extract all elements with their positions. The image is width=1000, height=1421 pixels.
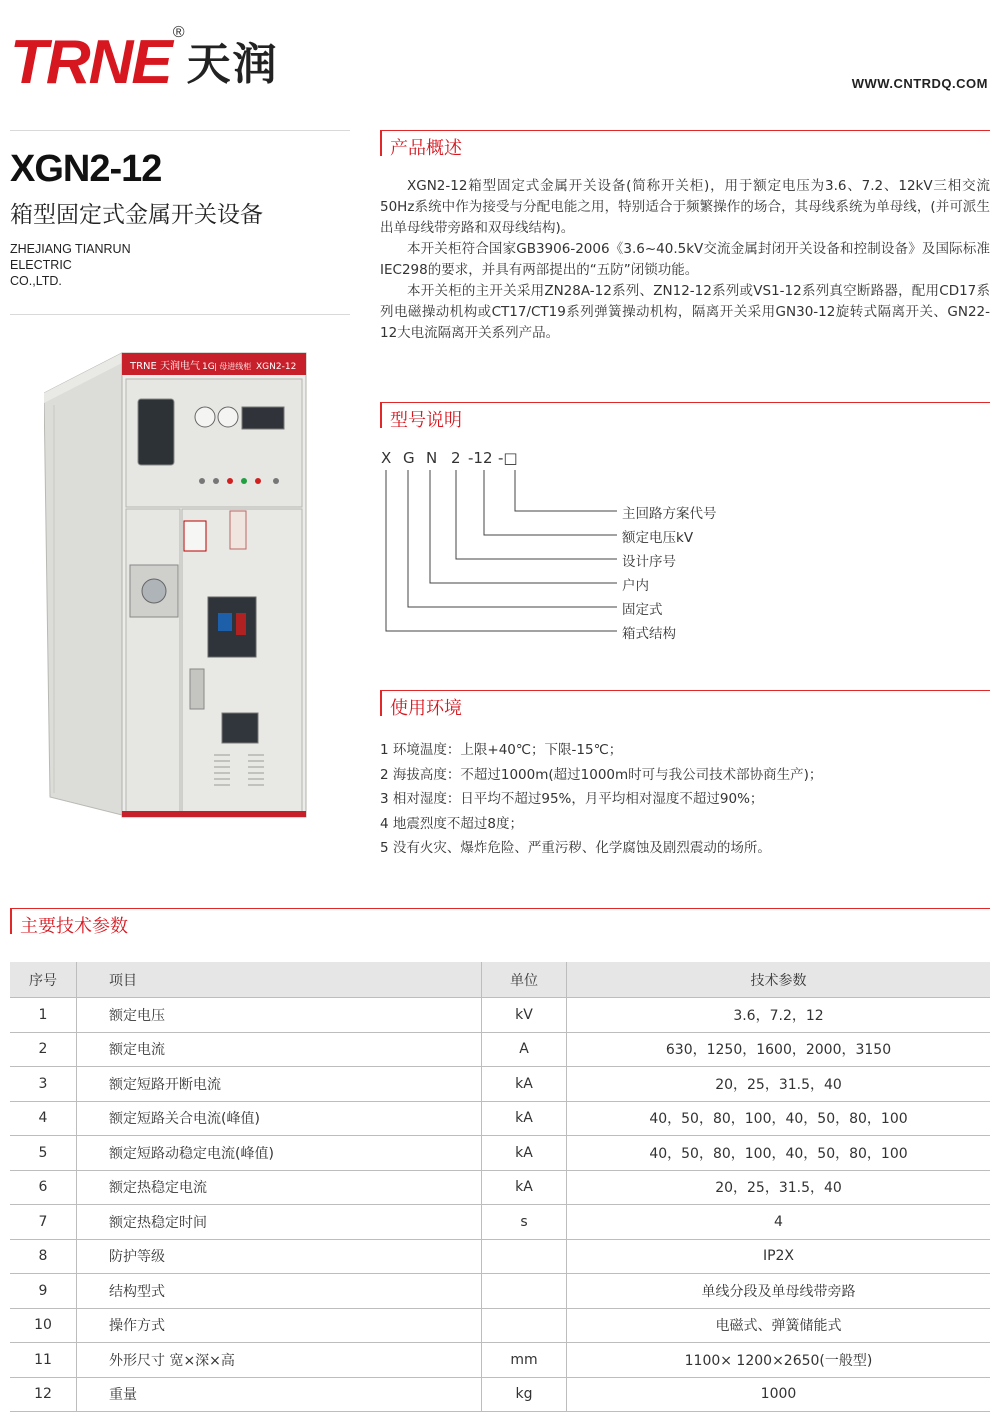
cell-item: 额定短路关合电流(峰值)	[77, 1101, 482, 1136]
cell-unit: A	[482, 1032, 567, 1067]
table-row	[10, 1067, 990, 1102]
model-code-char: 2	[451, 449, 461, 467]
cell-value: 单线分段及单母线带旁路	[567, 1274, 991, 1309]
divider	[10, 314, 350, 315]
section-title: 使用环境	[390, 698, 462, 719]
cell-no: 4	[10, 1101, 77, 1136]
table-row	[10, 1239, 990, 1274]
cell-value: IP2X	[567, 1239, 991, 1274]
section-environment-header	[380, 688, 990, 718]
cell-value: 20，25，31.5，40	[567, 1067, 991, 1102]
cell-no: 6	[10, 1170, 77, 1205]
cell-item: 额定短路开断电流	[77, 1067, 482, 1102]
section-model-header	[380, 400, 990, 430]
cell-no: 10	[10, 1308, 77, 1343]
table-row	[10, 1101, 990, 1136]
cell-unit	[482, 1308, 567, 1343]
cell-value: 630，1250，1600，2000，3150	[567, 1032, 991, 1067]
company-line: CO.,LTD.	[10, 274, 62, 288]
panel-model: XGN2-12	[256, 362, 297, 372]
product-name: 箱型固定式金属开关设备	[10, 202, 263, 228]
table-header-row	[10, 962, 990, 998]
cell-item: 额定电压	[77, 998, 482, 1033]
logo-latin: TRNE	[10, 28, 171, 97]
model-code-char: N	[426, 449, 438, 467]
spec-table	[10, 962, 990, 1412]
cell-unit: kV	[482, 998, 567, 1033]
model-label: 户内	[622, 578, 649, 594]
cell-value: 电磁式、弹簧储能式	[567, 1308, 991, 1343]
model-label: 主回路方案代号	[622, 506, 717, 522]
table-row	[10, 1377, 990, 1412]
table-row	[10, 1343, 990, 1378]
environment-item: 4 地震烈度不超过8度；	[380, 815, 523, 832]
cell-unit	[482, 1239, 567, 1274]
environment-item: 1 环境温度：上限+40℃；下限-15℃；	[380, 742, 623, 758]
cell-unit: kA	[482, 1136, 567, 1171]
cell-no: 1	[10, 998, 77, 1033]
model-label: 箱式结构	[622, 626, 676, 642]
cell-unit: kg	[482, 1377, 567, 1412]
cell-value: 4	[567, 1205, 991, 1240]
logo-chinese: 天润	[186, 39, 279, 90]
switchgear-cabinet-image	[44, 345, 308, 823]
table-row	[10, 1136, 990, 1171]
overview-text	[380, 176, 990, 344]
cell-unit: mm	[482, 1343, 567, 1378]
table-row	[10, 1170, 990, 1205]
cell-value: 3.6，7.2，12	[567, 998, 991, 1033]
cell-no: 11	[10, 1343, 77, 1378]
table-row	[10, 998, 990, 1033]
brand-plate-text: TRNE 天润电气	[130, 361, 201, 372]
table-row	[10, 1274, 990, 1309]
section-title: 型号说明	[390, 410, 462, 431]
table-row	[10, 1032, 990, 1067]
company-name	[10, 241, 180, 289]
cell-unit: kA	[482, 1101, 567, 1136]
cell-unit: kA	[482, 1170, 567, 1205]
registered-mark: ®	[172, 24, 185, 41]
cell-no: 5	[10, 1136, 77, 1171]
col-header-item: 项目	[77, 962, 482, 998]
environment-item: 2 海拔高度：不超过1000m(超过1000m时可与我公司技术部协商生产)；	[380, 766, 823, 783]
cell-no: 8	[10, 1239, 77, 1274]
company-line: ELECTRIC	[10, 258, 72, 272]
cell-item: 额定热稳定时间	[77, 1205, 482, 1240]
cell-item: 外形尺寸 宽×深×高	[77, 1343, 482, 1378]
cell-item: 额定电流	[77, 1032, 482, 1067]
model-code-char: G	[403, 449, 415, 467]
cell-item: 额定热稳定电流	[77, 1170, 482, 1205]
overview-paragraph: XGN2-12箱型固定式金属开关设备(简称开关柜)，用于额定电压为3.6、7.2、12kV三相交流50Hz系统中作为接受与分配电能之用，特别适合于频繁操作的场合，其母线系统为单母线，(并可派生出单母线带旁路和双母线结构)。	[380, 178, 990, 236]
company-line: ZHEJIANG TIANRUN	[10, 242, 131, 256]
panel-type: | 母进线柜	[214, 362, 252, 371]
cell-unit	[482, 1274, 567, 1309]
brand-logo	[10, 24, 279, 97]
table-row	[10, 1205, 990, 1240]
model-code-lines	[380, 468, 630, 638]
cell-unit: s	[482, 1205, 567, 1240]
model-label: 设计序号	[622, 554, 676, 570]
cell-item: 额定短路动稳定电流(峰值)	[77, 1136, 482, 1171]
cell-value: 20，25，31.5，40	[567, 1170, 991, 1205]
overview-paragraph: 本开关柜的主开关采用ZN28A-12系列、ZN12-12系列或VS1-12系列真空断路器，配用CD17系列电磁操动机构或CT17/CT19系列弹簧操动机构，隔离开关采用GN30-12旋转式隔离开关、GN22-12大电流隔离开关系列产品。	[380, 283, 990, 341]
section-title: 主要技术参数	[20, 916, 128, 937]
section-overview-header	[380, 128, 990, 158]
environment-item: 5 没有火灾、爆炸危险、严重污秽、化学腐蚀及剧烈震动的场所。	[380, 840, 771, 856]
environment-list	[380, 738, 822, 861]
cell-item: 结构型式	[77, 1274, 482, 1309]
model-code-char: -12	[468, 449, 493, 467]
cell-no: 9	[10, 1274, 77, 1309]
website-url[interactable]: WWW.CNTRDQ.COM	[851, 76, 988, 91]
cell-item: 操作方式	[77, 1308, 482, 1343]
cell-no: 12	[10, 1377, 77, 1412]
cell-value: 40，50，80，100，40，50，80，100	[567, 1101, 991, 1136]
table-row	[10, 1308, 990, 1343]
col-header-value: 技术参数	[567, 962, 991, 998]
model-code-char: -□	[498, 449, 518, 467]
col-header-unit: 单位	[482, 962, 567, 998]
model-label: 额定电压kV	[622, 530, 694, 546]
model-code-char: X	[381, 449, 392, 467]
product-model: XGN2-12	[10, 148, 162, 190]
cell-unit: kA	[482, 1067, 567, 1102]
divider	[10, 130, 350, 131]
environment-item: 3 相对湿度：日平均不超过95%，月平均相对湿度不超过90%；	[380, 791, 764, 807]
cell-value: 1100× 1200×2650(一般型)	[567, 1343, 991, 1378]
model-label: 固定式	[622, 602, 663, 618]
cell-no: 7	[10, 1205, 77, 1240]
cell-item: 重量	[77, 1377, 482, 1412]
cell-no: 2	[10, 1032, 77, 1067]
overview-paragraph: 本开关柜符合国家GB3906-2006《3.6~40.5kV交流金属封闭开关设备和控制设备》及国际标准IEC298的要求，并具有两部提出的“五防”闭锁功能。	[380, 241, 990, 278]
section-specs-header	[10, 906, 990, 936]
cell-no: 3	[10, 1067, 77, 1102]
col-header-no: 序号	[10, 962, 77, 998]
cell-item: 防护等级	[77, 1239, 482, 1274]
panel-code: 1G	[202, 362, 215, 372]
section-title: 产品概述	[390, 138, 462, 159]
cell-value: 1000	[567, 1377, 991, 1412]
cell-value: 40，50，80，100，40，50，80，100	[567, 1136, 991, 1171]
